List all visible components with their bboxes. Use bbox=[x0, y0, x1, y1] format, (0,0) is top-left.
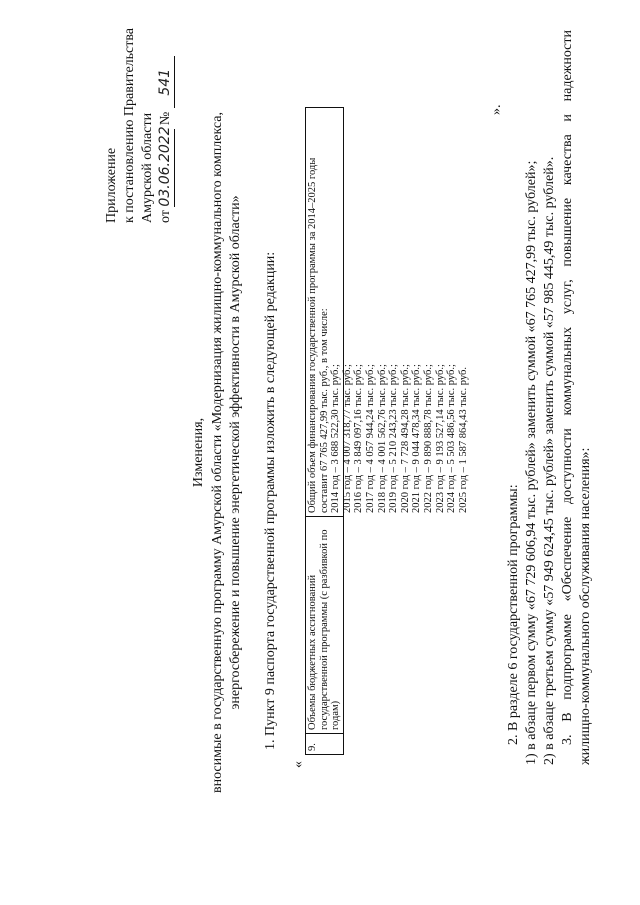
document-heading: Изменения, bbox=[191, 417, 206, 488]
row-label: Объемы бюджетных ассигнований государственной программы (с разбивкой по годам) bbox=[306, 517, 344, 734]
year-line: 2018 год – 4 001 562,76 тыс. руб.; bbox=[376, 364, 388, 513]
handwritten-date: 03.06.2022 bbox=[157, 126, 173, 207]
total-line2: составит 67 765 427,99 тыс. руб., в том числе: bbox=[318, 308, 330, 513]
date-prefix: от bbox=[158, 210, 173, 223]
year-line: 2020 год – 7 728 494,28 тыс. руб.; bbox=[399, 364, 411, 513]
close-quote: ». bbox=[489, 104, 504, 115]
year-line: 2025 год – 1 587 864,43 тыс. руб. bbox=[457, 367, 469, 513]
year-line: 2022 год – 9 890 888,78 тыс. руб.; bbox=[422, 364, 434, 513]
item-3-line2: жилищно-коммунального обслуживания населения»: bbox=[578, 447, 593, 765]
handwritten-number: 541 bbox=[157, 56, 175, 108]
row-amounts bbox=[306, 108, 469, 517]
open-quote: « bbox=[291, 761, 306, 768]
appendix-label: Приложение bbox=[104, 147, 119, 223]
item-1: 1. Пункт 9 паспорта государственной программы изложить в следующей редакции: bbox=[263, 251, 278, 750]
appendix-resolution: к постановлению Правительства bbox=[122, 27, 137, 223]
document-title-line2: энергосбережение и повышение энергетической эффективности в Амурской области» bbox=[228, 195, 243, 710]
appendix-region: Амурской области bbox=[140, 112, 155, 223]
year-line: 2015 год – 4 007 318,77 тыс. руб.; bbox=[341, 364, 353, 513]
item-2: 2. В разделе 6 государственной программы: bbox=[506, 484, 521, 745]
year-line: 2019 год – 5 210 243,23 тыс. руб.; bbox=[388, 364, 400, 513]
item-2-2: 2) в абзаце третьем сумму «57 949 624,45 тыс. рублей» заменить суммой «57 985 445,49 тыс. рублей». bbox=[542, 156, 557, 765]
row-number: 9. bbox=[306, 734, 344, 755]
appendix-date-line bbox=[157, 56, 175, 223]
total-line1: Общий объем финансирования государственной программы за 2014–2025 годы bbox=[307, 157, 318, 513]
passport-table bbox=[305, 107, 469, 755]
year-line: 2021 год – 9 044 478,34 тыс. руб.; bbox=[411, 364, 423, 513]
year-line: 2016 год – 3 849 097,16 тыс. руб.; bbox=[353, 364, 365, 513]
year-line: 2017 год – 4 057 944,24 тыс. руб.; bbox=[364, 364, 376, 513]
year-line: 2014 год – 3 688 522,30 тыс. руб.; bbox=[330, 364, 342, 513]
number-prefix: № bbox=[158, 111, 173, 126]
year-line: 2023 год – 9 193 527,14 тыс. руб.; bbox=[434, 364, 446, 513]
document-title-line1: вносимые в государственную программу Амурской области «Модернизация жилищно-коммунального комплекса, bbox=[210, 111, 225, 794]
table-row bbox=[306, 108, 344, 755]
item-2-1: 1) в абзаце первом сумму «67 729 606,94 тыс. рублей» заменить суммой «67 765 427,99 тыс. рублей»; bbox=[524, 160, 539, 765]
year-line: 2024 год – 5 503 486,56 тыс. руб.; bbox=[446, 364, 458, 513]
item-3-line1: 3. В подпрограмме «Обеспечение доступности коммунальных услуг, повышение качества и надежности bbox=[560, 30, 575, 745]
